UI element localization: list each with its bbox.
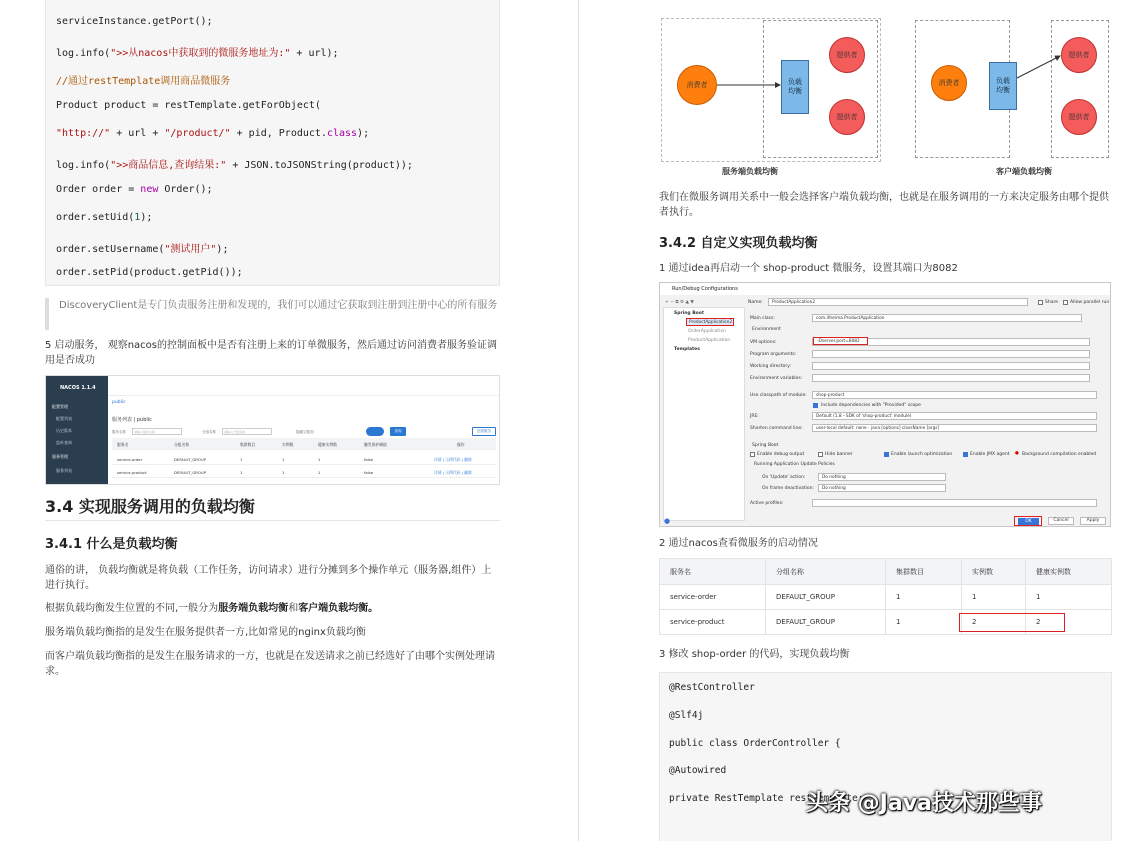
update-policies-label: Running Application Update Policies [754, 462, 835, 467]
table-header: 服务名 分组名称 集群数目 实例数 健康实例数 触发保护阈值 操作 [112, 438, 496, 450]
code-line: @Slf4j [669, 710, 704, 721]
paragraph: 而客户端负载均衡指的是发生在服务请求的一方，也就是在发送请求之前已经选好了由哪个实例处理请求。 [45, 651, 495, 677]
share-label: Share [1045, 300, 1058, 305]
code-line: Order order = new Order(); [56, 184, 213, 195]
code-line: order.setPid(product.getPid()); [56, 267, 243, 278]
bg-compile-label: Background compilation enabled [1022, 452, 1097, 457]
provider-node: 提供者 [1061, 99, 1097, 135]
section-heading-3-4: 3.4 实现服务调用的负载均衡 [45, 497, 255, 516]
code-line: serviceInstance.getPort(); [56, 16, 213, 27]
nacos-screenshot [45, 375, 500, 485]
tree-item: ProductApplication [688, 338, 731, 343]
ide-name-label: Name: [748, 300, 763, 305]
code-comment: //通过restTemplate调用商品微服务 [56, 76, 231, 87]
nacos-menu-item: 服务列表 [56, 468, 72, 473]
launch-opt-checkbox [884, 452, 889, 457]
debug-output-checkbox [750, 452, 755, 457]
env-vars-label: Environment variables: [750, 376, 803, 381]
table-header: 服务名 分组名称 集群数目 实例数 健康实例数 [660, 559, 1112, 585]
paragraph: 我们在微服务调用关系中一般会选择客户端负载均衡，也就是在服务调用的一方来决定服务由哪个提供者执行。 [659, 192, 1109, 218]
nacos-sidebar [46, 376, 108, 485]
table-row: service-product DEFAULT_GROUP 1 1 1 false 详情 | 示例代码 | 删除 [112, 466, 496, 478]
on-frame-select: Do nothing [818, 484, 946, 492]
provider-node: 提供者 [1061, 37, 1097, 73]
nacos-menu-item: 配置管理 [52, 404, 68, 409]
code-block-left [45, 0, 500, 286]
ide-config-tree [663, 307, 745, 521]
classpath-select: shop-product [812, 391, 1097, 399]
code-line: @Autowired [669, 765, 727, 776]
vm-options-value: -Dserver.port=8082 [813, 337, 868, 345]
nacos-menu-item: 配置列表 [56, 416, 72, 421]
jmx-checkbox [963, 452, 968, 457]
step5-text: 5 启动服务， 观察nacos的控制面板中是否有注册上来的订单微服务，然后通过访问消费者服务验证调用是否成功 [45, 340, 498, 366]
ide-name-field: ProductApplication2 [768, 298, 1028, 306]
tree-item: OrderApplication [688, 329, 726, 334]
nacos-filter-label: 分组名称 [202, 430, 216, 434]
code-line: log.info(">>从nacos中获取到的微服务地址为:" + url); [56, 48, 339, 59]
active-profiles-field [812, 499, 1097, 507]
paragraph: 根据负载均衡发生位置的不同,一般分为服务端负载均衡和客户端负载均衡。 [45, 603, 379, 614]
ok-button-highlight [1014, 516, 1042, 526]
share-checkbox [1038, 300, 1043, 305]
main-class-field: com.itheima.ProductApplication [812, 314, 1082, 322]
ide-toolbar: + − ⧉ ⚙ ▲ ▼ [665, 300, 694, 305]
tree-selected-item: ProductApplication2 [686, 318, 734, 326]
env-vars-field [812, 374, 1090, 382]
nacos-menu-item: 监听查询 [56, 440, 72, 445]
on-update-select: Do nothing [818, 473, 946, 481]
blockquote: DiscoveryClient是专门负责服务注册和发现的，我们可以通过它获取到注册到注册中心的所有服务 [45, 298, 500, 330]
nacos-menu-item: 历史版本 [56, 428, 72, 433]
spring-boot-section: Spring Boot [752, 443, 779, 448]
code-line: public class OrderController { [669, 738, 841, 749]
nacos-toggle [366, 427, 384, 436]
tree-templates: Templates [674, 347, 700, 352]
ok-button: OK [1018, 518, 1039, 525]
parallel-checkbox [1063, 300, 1068, 305]
nacos-topbar [108, 376, 499, 396]
paragraph: 通俗的讲， 负载均衡就是将负载（工作任务，访问请求）进行分摊到多个操作单元（服务器,组件）上进行执行。 [45, 565, 492, 591]
diagram-arrows [659, 12, 1112, 157]
help-icon: ● [664, 517, 671, 525]
watermark: 头条 @Java技术那些事 [806, 791, 1042, 816]
shorten-label: Shorten command line: [750, 426, 803, 431]
jre-label: JRE: [750, 414, 759, 419]
include-deps-checkbox [813, 403, 818, 408]
warning-icon: ● [1015, 451, 1019, 456]
nacos-filter-label: 服务名称 [112, 430, 126, 434]
ide-title: Run/Debug Configurations [660, 283, 1110, 295]
launch-opt-label: Enable launch optimization [891, 452, 953, 457]
page-divider [578, 0, 579, 841]
nacos-logo: NACOS 1.1.4 [60, 385, 96, 391]
table-row: service-order DEFAULT_GROUP 1 1 1 false 详情 | 示例代码 | 删除 [112, 453, 496, 465]
parallel-label: Allow parallel run [1070, 300, 1110, 305]
step1-text: 1 通过idea再启动一个 shop-product 微服务，设置其端口为8082 [659, 263, 958, 274]
jre-select: Default (1.8 - SDK of 'shop-product' module) [812, 412, 1097, 420]
idea-run-config-screenshot [659, 282, 1111, 527]
load-balance-diagram [659, 12, 1112, 157]
nacos-namespace: public [112, 400, 126, 405]
provider-node: 提供者 [829, 37, 865, 73]
paragraph: 服务端负载均衡指的是发生在服务提供者一方,比如常见的nginx负载均衡 [45, 627, 366, 638]
diagram-caption-left: 服务端负载均衡 [722, 167, 778, 176]
apply-button: Apply [1080, 517, 1106, 525]
vm-options-label: VM options: [750, 340, 777, 345]
nacos-menu-item: 服务管理 [52, 454, 68, 459]
hide-banner-label: Hide banner [825, 452, 853, 457]
classpath-label: Use classpath of module: [750, 393, 807, 398]
nacos-page-title: 服务列表 | public [112, 417, 152, 423]
hide-banner-checkbox [818, 452, 823, 457]
consumer-node: 消费者 [931, 65, 967, 101]
program-args-field [812, 350, 1090, 358]
environment-label: Environment [752, 327, 781, 332]
nacos-service-input: 请输入服务名称 [132, 428, 182, 435]
code-line: order.setUsername("测试用户"); [56, 244, 229, 255]
code-line: Product product = restTemplate.getForObject( [56, 100, 321, 111]
code-line: @RestController [669, 682, 755, 693]
program-args-label: Program arguments: [750, 352, 797, 357]
section-heading-3-4-2: 3.4.2 自定义实现负载均衡 [659, 236, 818, 251]
main-class-label: Main class: [750, 316, 775, 321]
section-heading-3-4-1: 3.4.1 什么是负载均衡 [45, 537, 178, 552]
jmx-label: Enable JMX agent [970, 452, 1010, 457]
working-dir-label: Working directory: [750, 364, 792, 369]
consumer-node: 消费者 [677, 65, 717, 105]
nacos-create-button: 创建服务 [472, 427, 496, 436]
diagram-caption-right: 客户端负载均衡 [996, 167, 1052, 176]
code-line: private RestTemplate restTemplate; [669, 793, 864, 804]
step2-text: 2 通过nacos查看微服务的启动情况 [659, 538, 818, 549]
lb-node: 负载 均衡 [781, 60, 809, 114]
on-update-label: On 'Update' action: [762, 475, 806, 480]
working-dir-field [812, 362, 1090, 370]
tree-root: Spring Boot [674, 311, 704, 316]
code-line: order.setUid(1); [56, 212, 153, 223]
on-frame-label: On frame deactivation: [762, 486, 815, 491]
active-profiles-label: Active profiles: [750, 501, 784, 506]
highlight-box [959, 613, 1065, 632]
step3-text: 3 修改 shop-order 的代码，实现负载均衡 [659, 649, 850, 660]
debug-output-label: Enable debug output [757, 452, 805, 457]
table-row: service-order DEFAULT_GROUP 1 1 1 [660, 585, 1112, 610]
include-deps-label: Include dependencies with "Provided" scope [821, 403, 921, 408]
code-line: "http://" + url + "/product/" + pid, Product.class); [56, 128, 370, 139]
nacos-group-input: 请输入分组名称 [222, 428, 272, 435]
shorten-select: user-local default: none - java [options] className [args] [812, 424, 1097, 432]
lb-node: 负载 均衡 [989, 62, 1017, 110]
code-line: log.info(">>商品信息,查询结果:" + JSON.toJSONString(product)); [56, 160, 413, 171]
provider-node: 提供者 [829, 99, 865, 135]
nacos-query-button: 查询 [390, 427, 406, 436]
nacos-filter-label: 隐藏空服务: [296, 430, 315, 434]
cancel-button: Cancel [1048, 517, 1074, 525]
table-row: service-product DEFAULT_GROUP 1 2 2 [660, 610, 1112, 635]
heading-underline [45, 520, 500, 521]
